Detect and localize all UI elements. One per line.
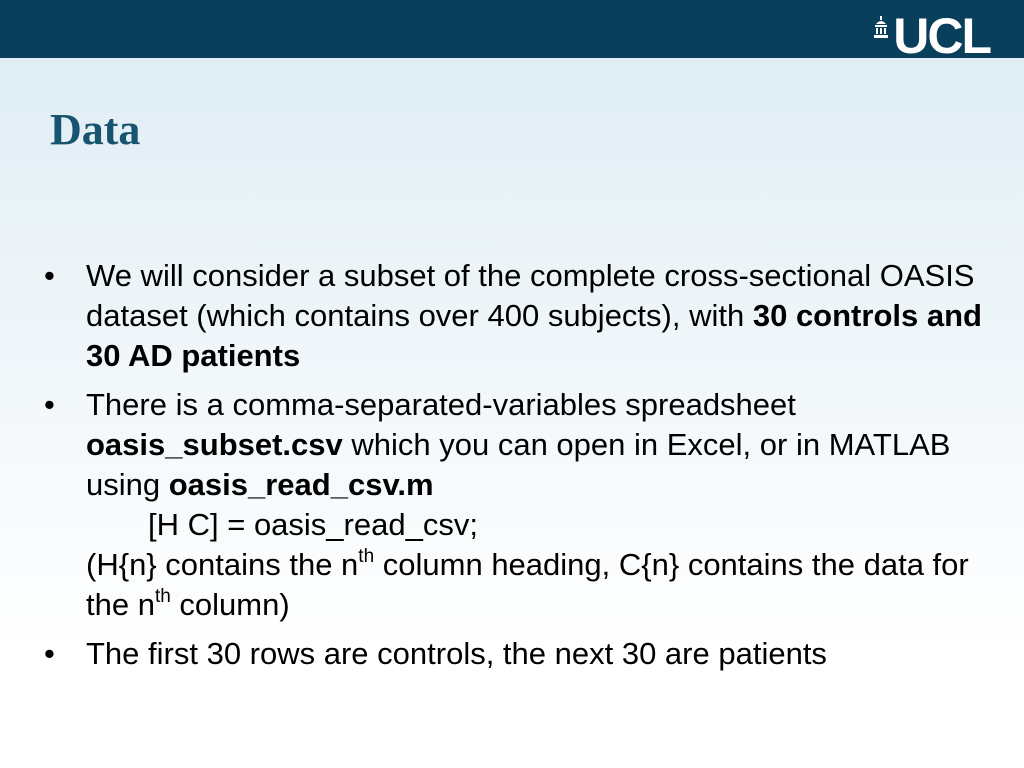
bullet-item-2 <box>44 385 984 625</box>
ucl-logo <box>873 8 990 64</box>
bullet-icon: • <box>44 636 55 671</box>
bullet-list <box>44 256 984 683</box>
bullet-text: There is a comma-separated-variables spreadsheet <box>86 387 796 422</box>
bullet-bold: 30 controls and 30 AD patients <box>86 298 982 373</box>
bullet-icon: • <box>44 258 55 293</box>
filename-csv: oasis_subset.csv <box>86 427 343 462</box>
slide-title: Data <box>50 105 141 154</box>
superscript: th <box>358 545 375 567</box>
code-line: [H C] = oasis_read_csv; <box>148 507 478 542</box>
superscript: th <box>154 585 171 607</box>
bullet-text: We will consider a subset of the complete cross-sectional OASIS dataset (which contains over 400 subjects), with <box>86 258 975 333</box>
bullet-text: (H{n} contains the n <box>86 547 359 582</box>
bullet-text: which you can open in Excel, or in MATLAB using <box>86 427 951 502</box>
filename-m: oasis_read_csv.m <box>168 467 434 502</box>
bullet-item-1 <box>44 256 984 376</box>
bullet-text: column heading, C{n} contains the data for the n <box>86 547 969 622</box>
bullet-icon: • <box>44 387 55 422</box>
ucl-portico-icon <box>873 16 889 38</box>
header-bar <box>0 0 1024 64</box>
logo-text: UCL <box>893 8 990 64</box>
bullet-text: column) <box>170 587 290 622</box>
bullet-text: The first 30 rows are controls, the next 30 are patients <box>86 636 827 671</box>
bullet-item-3 <box>44 634 984 674</box>
